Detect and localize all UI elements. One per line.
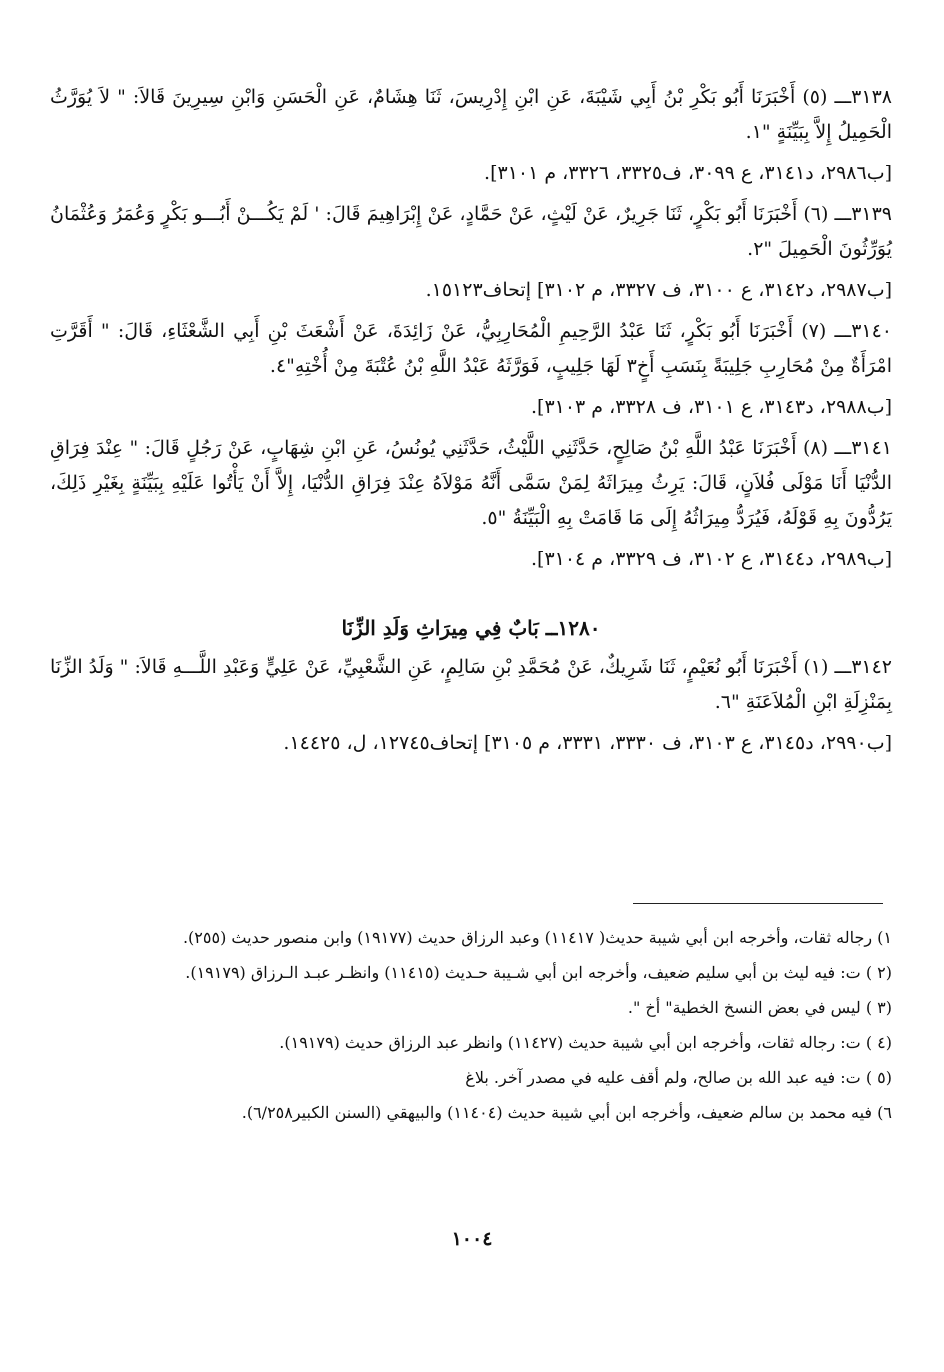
chapter-heading: ١٢٨٠ــ بَابٌ فِي مِيرَاثِ وَلَدِ الزِّنَا [341,616,601,640]
hadith-3142-reference: [ب٢٩٩٠، د٣١٤٥، ع ٣١٠٣، ف ٣٣٣٠، ٣٣٣١، م ٣١٠٥] إتحاف١٢٧٤٥، ل، ١٤٤٢٥. [283,732,892,754]
page-number: ١٠٠٤ [451,1228,493,1250]
footnote-5: (٥ ) ت: فيه عبد الله بن صالح، ولم أقف عليه في مصدر آخر. بلاغ [465,1068,892,1087]
footnote-4: (٤ ) ت: رجاله ثقات، وأخرجه ابن أبي شيبة حديث (١١٤٢٧) وانظر عبد الرزاق حديث (١٩١٧٩). [279,1033,892,1052]
hadith-3142: ٣١٤٢ـــ (١) أَخْبَرَنَا أَبُو نُعَيْمٍ، ثَنَا شَرِيكٌ، عَنْ مُحَمَّدِ بْنِ سَالِمٍ، عَنِ الشَّعْبِيِّ، عَنْ عَلِيٍّ وَعَبْدِ اللَّـــهِ قَالاَ: " وَلَدُ الزِّنَا بِمَنْزِلَةِ ابْنِ الْمُلاَعَنَةِ "٦. [50,656,893,713]
footnote-6: ٦) فيه محمد بن سالم ضعيف، وأخرجه ابن أبي شيبة حديث (١١٤٠٤) والبيهقي (السنن الكبير٦/٢٥٨). [241,1103,892,1122]
footnote-3: (٣ ) ليس في بعض النسخ الخطية" أخ ". [627,998,892,1017]
footnote-separator [633,903,883,904]
hadith-3141: ٣١٤١ـــ (٨) أَخْبَرَنَا عَبْدُ اللَّهِ بْنُ صَالِحٍ، حَدَّثَنِي اللَّيْثُ، حَدَّثَنِي يُونُسُ، عَنِ ابْنِ شِهَابٍ، عَنْ رَجُلٍ قَالَ: " عِنْدَ فِرَاقِ الدُّنْيَا أَنَا مَوْلَى فُلاَنٍ، قَالَ: يَرِثُ مِيرَاثَهُ لِمَنْ سَمَّى أَنَّهُ مَوْلاَهُ عِنْدَ فِرَاقِ الدُّنْيَا، إِلاَّ أَنْ يَأْتُوا عَلَيْهِ بِبَيِّنَةٍ بِغَيْرِ ذَلِكَ، يَرُدُّونَ بِهِ قَوْلَهُ، فَيُرَدُّ مِيرَاثُهُ إِلَى مَا قَامَتْ بِهِ الْبَيِّنَةُ "٥. [50,437,893,529]
hadith-3140-reference: [ب٢٩٨٨، د٣١٤٣، ع ٣١٠١، ف ٣٣٢٨، م ٣١٠٣]. [530,396,892,418]
footnote-2: (٢ ) ت: فيه ليث بن أبي سليم ضعيف، وأخرجه ابن أبي شـيبة حـديث (١١٤١٥) وانظـر عبـد الـرزاق (١٩١٧٩). [185,963,892,982]
footnote-1: ١) رجاله ثقات، وأخرجه ابن أبي شيبة حديث( ١١٤١٧) وعبد الرزاق حديث (١٩١٧٧) وابن منصور حديث (٢٥٥). [182,928,892,947]
hadith-3139: ٣١٣٩ـــ (٦) أَخْبَرَنَا أَبُو بَكْرٍ، ثَنَا جَرِيرٌ، عَنْ لَيْثٍ، عَنْ حَمَّادٍ، عَنْ إِبْرَاهِيمَ قَالَ: ' لَمْ يَكُـــنْ أَبُـــو بَكْرٍ وَعُمَرُ وَعُثْمَانُ يُوَرِّثُونَ الْحَمِيلَ "٢. [50,203,893,260]
hadith-3141-reference: [ب٢٩٨٩، د٣١٤٤، ع ٣١٠٢، ف ٣٣٢٩، م ٣١٠٤]. [530,548,892,570]
hadith-3140: ٣١٤٠ـــ (٧) أَخْبَرَنَا أَبُو بَكْرٍ، ثَنَا عَبْدُ الرَّحِيمِ الْمُحَارِبِيُّ، عَنْ زَائِدَةَ، عَنْ أَشْعَثَ بْنِ أَبِي الشَّعْثَاءِ، قَالَ: " أَقَرَّتِ امْرَأَةٌ مِنْ مُحَارِبِ جَلِيبَةً بِنَسَبِ أَخٍ٣ لَهَا جَلِيبٍ، فَوَرَّثَهُ عَبْدُ اللَّهِ بْنُ عُتْبَةَ مِنْ أُخْتِهِ"٤. [50,320,893,377]
main-text [50,80,892,767]
hadith-3139-reference: [ب٢٩٨٧، د٣١٤٢، ع ٣١٠٠، ف ٣٣٢٧، م ٣١٠٢] إتحاف١٥١٢٣. [425,279,892,301]
hadith-3138-reference: [ب٢٩٨٦، د٣١٤١، ع ٣٠٩٩، ف٣٣٢٥، ٣٣٢٦، م ٣١٠١]. [484,162,892,184]
footnotes [50,922,892,1132]
hadith-3138: ٣١٣٨ـــ (٥) أَخْبَرَنَا أَبُو بَكْرِ بْنُ أَبِي شَيْبَةَ، عَنِ ابْنِ إِدْرِيسَ، ثَنَا هِشَامٌ، عَنِ الْحَسَنِ وَابْنِ سِيرِينَ قَالاَ: " لاَ يُوَرَّثُ الْحَمِيلُ إِلاَّ بِبَيِّنَةٍ "١. [50,86,892,143]
